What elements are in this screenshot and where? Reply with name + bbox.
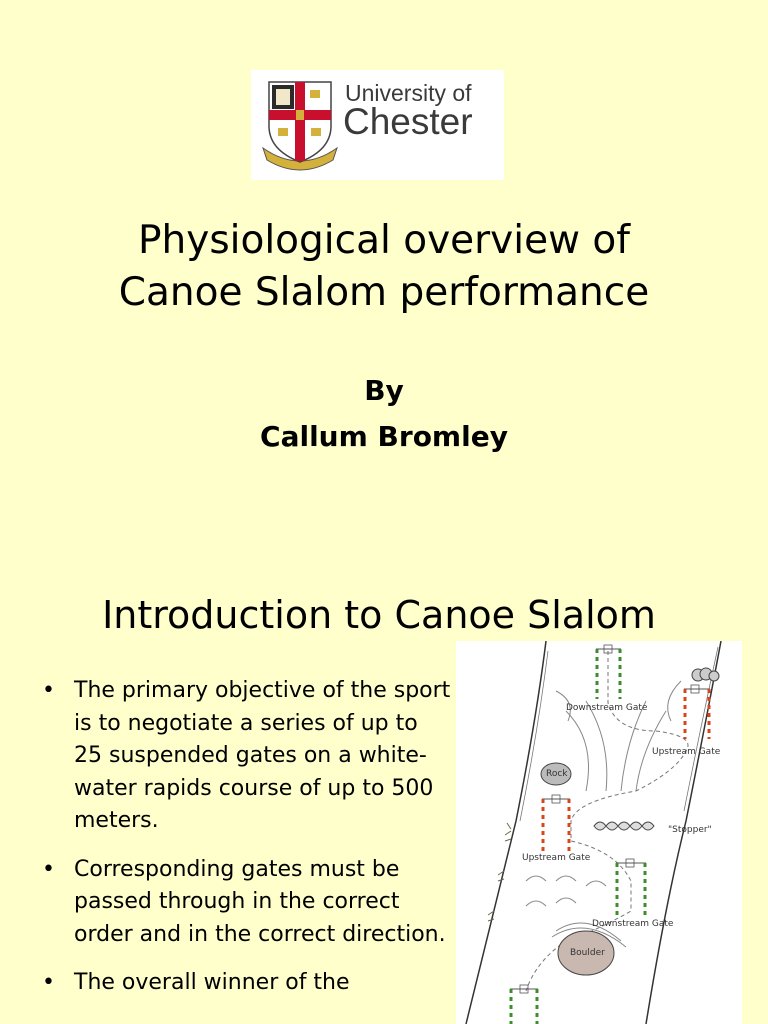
- bullet-text: The primary objective of the sport is to negotiate a series of up to 25 suspended gates on a white-water rapids course of up to 500 meters.: [74, 678, 451, 833]
- bullet-item: [42, 854, 452, 952]
- label-downstream-gate: Downstream Gate: [566, 703, 648, 713]
- title-line-1: Physiological overview of: [138, 218, 630, 263]
- author-byline: [0, 368, 768, 460]
- author-name: Callum Bromley: [260, 420, 508, 453]
- label-rock: Rock: [546, 769, 568, 779]
- label-upstream-gate: Upstream Gate: [652, 747, 721, 757]
- label-upstream-gate: Upstream Gate: [522, 853, 591, 863]
- bullet-dot-icon: •: [42, 678, 55, 703]
- bullet-item: [42, 967, 452, 1000]
- section-title: Introduction to Canoe Slalom: [102, 593, 656, 637]
- bullet-text: The overall winner of the: [74, 970, 350, 995]
- bullet-item: [42, 675, 452, 838]
- slalom-course-diagram: [456, 641, 742, 1024]
- label-boulder: Boulder: [570, 948, 605, 958]
- logo-text-line2: Chester: [343, 101, 473, 142]
- bullet-dot-icon: •: [42, 856, 55, 882]
- logo-text-line1: University of: [345, 80, 472, 106]
- label-downstream-gate: Downstream Gate: [592, 919, 674, 929]
- title-line-2: Canoe Slalom performance: [118, 270, 650, 315]
- presentation-title: [0, 215, 768, 319]
- bullet-dot-icon: •: [42, 970, 55, 995]
- bullet-list: [42, 675, 452, 1016]
- university-logo: [251, 70, 504, 180]
- label-stopper: "Stopper": [668, 825, 712, 835]
- university-crest-icon: [259, 76, 341, 172]
- bullet-text: Corresponding gates must be passed through in the correct order and in the correct direction.: [74, 856, 446, 947]
- byline-by: By: [364, 374, 404, 407]
